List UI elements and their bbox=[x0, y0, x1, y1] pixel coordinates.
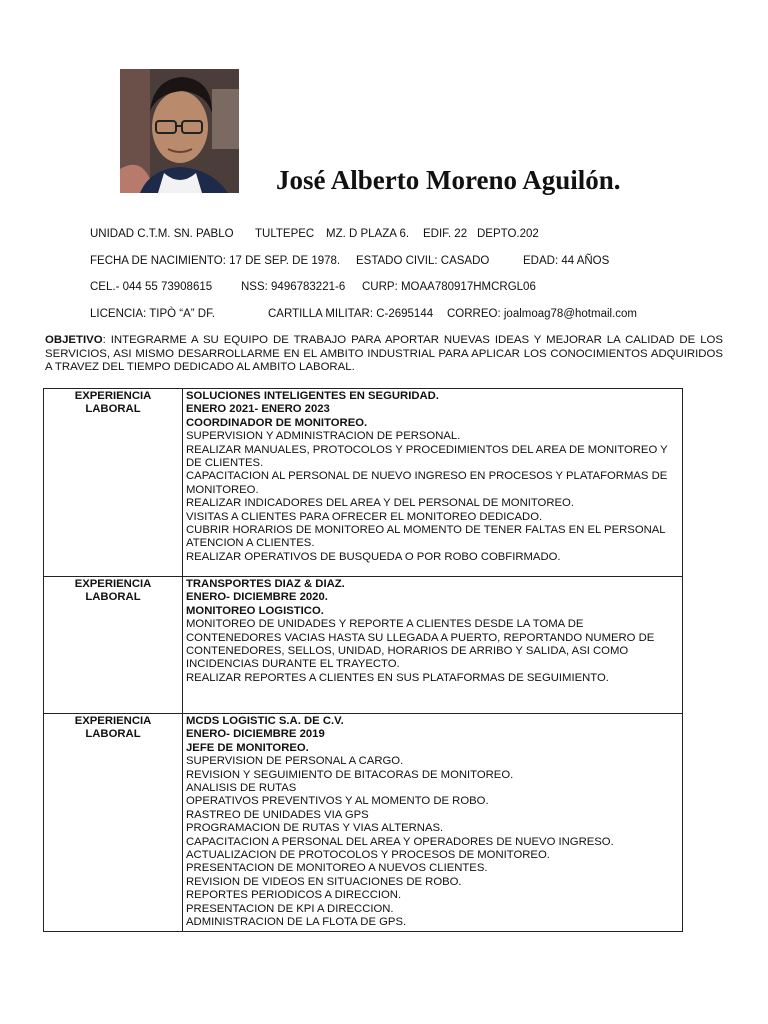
company-name: TRANSPORTES DIAZ & DIAZ. bbox=[186, 578, 345, 590]
experience-label-cell bbox=[44, 714, 183, 932]
duty-item: OPERATIVOS PREVENTIVOS Y AL MOMENTO DE ROBO. bbox=[186, 795, 489, 808]
duty-item: RASTREO DE UNIDADES VIA GPS bbox=[186, 808, 369, 821]
experience-label-cell bbox=[44, 389, 183, 577]
job-title: JEFE DE MONITOREO. bbox=[186, 741, 309, 754]
experience-label-line2: LABORAL bbox=[85, 591, 141, 604]
cell-phone: CEL.- 044 55 73908615 bbox=[90, 281, 213, 293]
duty-item: REVISION Y SEGUIMIENTO DE BITACORAS DE MONITOREO. bbox=[186, 768, 514, 781]
employment-period: ENERO- DICIEMBRE 2019 bbox=[186, 728, 325, 741]
experience-label-line2: LABORAL bbox=[85, 728, 141, 741]
address-city: TULTEPEC bbox=[255, 228, 315, 240]
duty-item: ADMINISTRACION DE LA FLOTA DE GPS. bbox=[186, 916, 407, 929]
experience-details-cell bbox=[183, 577, 683, 714]
address-block: MZ. D PLAZA 6. bbox=[326, 228, 410, 240]
experience-details-cell bbox=[183, 714, 683, 932]
employment-period: ENERO 2021- ENERO 2023 bbox=[186, 403, 330, 416]
duty-item: ANALISIS DE RUTAS bbox=[186, 782, 297, 795]
license: LICENCIA: TIPÒ “A” DF. bbox=[90, 308, 216, 320]
duty-item: ACTUALIZACION DE PROTOCOLOS Y PROCESOS DE MONITOREO. bbox=[186, 849, 550, 862]
email: CORREO: joalmoag78@hotmail.com bbox=[447, 308, 637, 320]
company-name: SOLUCIONES INTELIGENTES EN SEGURIDAD. bbox=[186, 390, 439, 402]
address-street: UNIDAD C.T.M. SN. PABLO bbox=[90, 228, 234, 240]
curp-number: CURP: MOAA780917HMCRGL06 bbox=[362, 281, 536, 293]
experience-row bbox=[44, 577, 683, 714]
duty-item: PROGRAMACION DE RUTAS Y VIAS ALTERNAS. bbox=[186, 822, 444, 835]
duty-item: CAPACITACION AL PERSONAL DE NUEVO INGRESO EN PROCESOS Y PLATAFORMAS DE MONITOREO. bbox=[186, 470, 668, 496]
duty-item: SUPERVISION Y ADMINISTRACION DE PERSONAL. bbox=[186, 430, 461, 443]
duty-item: MONITOREO DE UNIDADES Y REPORTE A CLIENTES DESDE LA TOMA DE CONTENEDORES VACIAS HASTA SU LLEGADA A PUERTO, REPORTANDO NUMERO DE CONTENEDORES, SELLOS, UNIDAD, HORARIOS DE ARRIBO Y SALIDA, ASI COMO INCIDENCIAS DURANTE EL TRAYECTO. bbox=[186, 618, 655, 671]
duty-item: REALIZAR REPORTES A CLIENTES EN SUS PLATAFORMAS DE SEGUIMIENTO. bbox=[186, 671, 609, 684]
experience-row bbox=[44, 389, 683, 577]
birth-date: FECHA DE NACIMIENTO: 17 DE SEP. DE 1978. bbox=[90, 255, 341, 267]
address-building: EDIF. 22 bbox=[423, 228, 468, 240]
duty-item: PRESENTACION DE MONITOREO A NUEVOS CLIENTES. bbox=[186, 862, 488, 875]
experience-details-cell bbox=[183, 389, 683, 577]
duty-item: CUBRIR HORARIOS DE MONITOREO AL MOMENTO DE TENER FALTAS EN EL PERSONAL ATENCION A CLIENTES. bbox=[186, 524, 666, 550]
age: EDAD: 44 AÑOS bbox=[523, 255, 610, 267]
experience-row bbox=[44, 714, 683, 932]
duty-item: CAPACITACION A PERSONAL DEL AREA Y OPERADORES DE NUEVO INGRESO. bbox=[186, 835, 614, 848]
objective-label: OBJETIVO bbox=[45, 334, 103, 346]
profile-photo bbox=[120, 69, 239, 193]
experience-label-line1: EXPERIENCIA bbox=[74, 578, 152, 590]
address-apartment: DEPTO.202 bbox=[477, 228, 539, 240]
duty-item: VISITAS A CLIENTES PARA OFRECER EL MONITOREO DEDICADO. bbox=[186, 510, 543, 523]
marital-status: ESTADO CIVIL: CASADO bbox=[356, 255, 490, 267]
profile-photo-illustration bbox=[120, 69, 239, 193]
job-title: MONITOREO LOGISTICO. bbox=[186, 604, 324, 617]
duty-item: REALIZAR OPERATIVOS DE BUSQUEDA O POR ROBO COBFIRMADO. bbox=[186, 550, 561, 563]
candidate-name: José Alberto Moreno Aguilón. bbox=[276, 165, 621, 195]
duty-item: REPORTES PERIODICOS A DIRECCION. bbox=[186, 889, 402, 902]
experience-label-line1: EXPERIENCIA bbox=[74, 390, 152, 402]
job-title: COORDINADOR DE MONITOREO. bbox=[186, 416, 368, 429]
objective-paragraph bbox=[45, 334, 723, 375]
nss-number: NSS: 9496783221-6 bbox=[241, 281, 346, 293]
objective-text: : INTEGRARME A SU EQUIPO DE TRABAJO PARA APORTAR NUEVAS IDEAS Y MEJORAR LA CALIDAD DE LOS SERVICIOS, ASI MISMO DESARROLLARME EN EL AMBITO INDUSTRIAL PARA APLICAR LOS CONOCIMIENTOS ADQUIRIDOS A TRAVEZ DEL TIEMPO DEDICADO AL AMBITO LABORAL. bbox=[45, 334, 723, 374]
duty-item: REVISION DE VIDEOS EN SITUACIONES DE ROBO. bbox=[186, 875, 462, 888]
company-name: MCDS LOGISTIC S.A. DE C.V. bbox=[186, 715, 344, 727]
military-card: CARTILLA MILITAR: C-2695144 bbox=[268, 308, 434, 320]
duty-item: PRESENTACION DE KPI A DIRECCION. bbox=[186, 902, 394, 915]
duty-item: REALIZAR INDICADORES DEL AREA Y DEL PERSONAL DE MONITOREO. bbox=[186, 497, 574, 510]
duty-item: REALIZAR MANUALES, PROTOCOLOS Y PROCEDIMIENTOS DEL AREA DE MONITOREO Y DE CLIENTES. bbox=[186, 443, 668, 470]
experience-table bbox=[43, 388, 683, 932]
experience-label-line2: LABORAL bbox=[85, 403, 141, 416]
experience-label-line1: EXPERIENCIA bbox=[74, 715, 152, 727]
duty-item: SUPERVISION DE PERSONAL A CARGO. bbox=[186, 755, 404, 768]
employment-period: ENERO- DICIEMBRE 2020. bbox=[186, 591, 328, 604]
experience-label-cell bbox=[44, 577, 183, 714]
